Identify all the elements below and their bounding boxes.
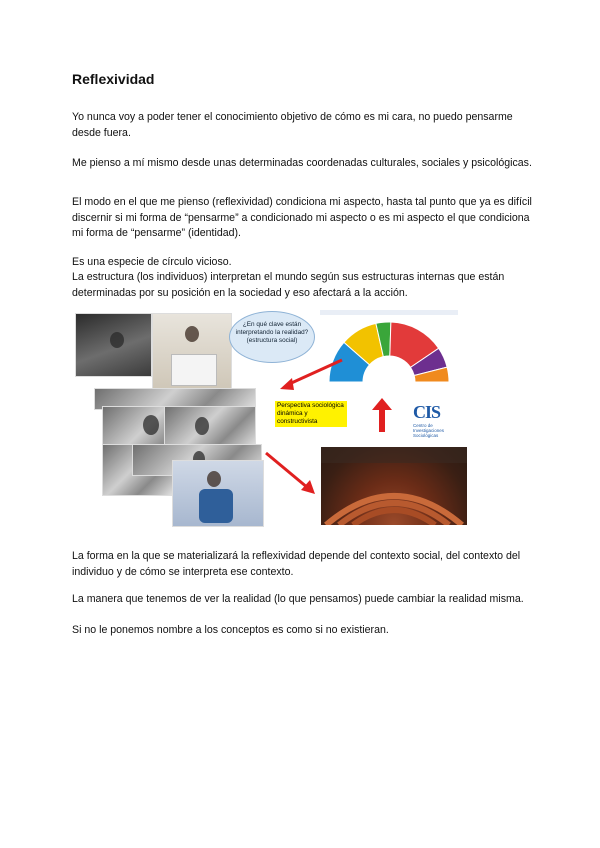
paragraph-1: Yo nunca voy a poder tener el conocimiento objetivo de cómo es mi cara, no puedo pensarme desde fuera.	[72, 111, 513, 139]
arrow-to-parliament	[266, 453, 308, 488]
arrow-to-media	[287, 360, 342, 385]
paragraph-6b: Si no le ponemos nombre a los conceptos es como si no existieran.	[72, 624, 389, 636]
cis-logo-subtitle: Centro de Investigaciones Sociológicas	[413, 423, 445, 438]
arrow-to-media-head	[280, 378, 294, 390]
gallery	[321, 447, 467, 463]
arrow-up-head	[372, 398, 392, 410]
thought-bubble: ¿En qué clave están interpretando la realidad? (estructura social)	[229, 311, 315, 363]
paragraph-3: El modo en el que me pienso (reflexividad) condiciona mi aspecto, hasta tal punto que ya es difícil discernir si mi forma de “pensarme” a condicionado mi aspecto o es mi aspecto el que condiciona mi forma de “pensarme” (identidad).	[72, 196, 532, 239]
cis-logo-text: CIS	[413, 402, 441, 422]
parliament-seats-svg	[321, 447, 467, 525]
sociological-perspective-tag: Perspectiva sociológica dinámica y constructivista	[275, 401, 347, 427]
cis-logo	[413, 402, 463, 438]
paragraph-2: Me pienso a mí mismo desde unas determinadas coordenadas culturales, sociales y psicológicas.	[72, 157, 532, 169]
paragraph-4a: Es una especie de círculo vicioso.	[72, 256, 232, 268]
paragraph-5: La forma en la que se materializará la reflexividad depende del contexto social, del contexto del individuo y de cómo se interpreta ese contexto.	[72, 550, 521, 578]
sociology-collage	[72, 310, 472, 525]
parliament-photo	[321, 447, 467, 525]
page-title: Reflexividad	[72, 71, 155, 87]
paragraph-4b: La estructura (los individuos) interpretan el mundo según sus estructuras internas que están determinadas por su posición en la sociedad y eso afectará a la acción.	[72, 271, 505, 299]
paragraph-6a: La manera que tenemos de ver la realidad (lo que pensamos) puede cambiar la realidad misma.	[72, 593, 524, 605]
arrow-up-shaft	[379, 410, 385, 432]
